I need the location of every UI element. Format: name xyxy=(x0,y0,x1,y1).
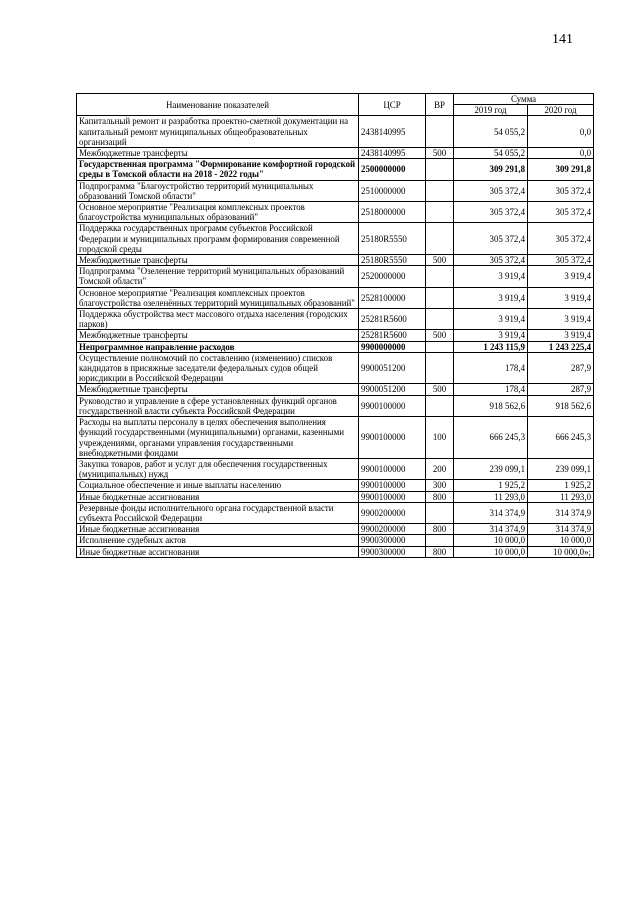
row-vr xyxy=(426,309,454,330)
row-vr xyxy=(426,502,454,523)
row-name: Поддержка государственных программ субъектов Российской Федерации и муниципальных программ формирования современной городской среды xyxy=(77,223,359,255)
row-sum-2019: 305 372,4 xyxy=(454,255,528,266)
table-row xyxy=(77,202,594,223)
row-vr xyxy=(426,180,454,201)
row-sum-2019: 314 374,9 xyxy=(454,502,528,523)
table-row xyxy=(77,491,594,502)
row-name: Закупка товаров, работ и услуг для обеспечения государственных (муниципальных) нужд xyxy=(77,458,359,479)
row-sum-2020: 305 372,4 xyxy=(528,202,594,223)
row-sum-2020: 666 245,3 xyxy=(528,417,594,459)
header-vr: ВР xyxy=(426,94,454,116)
row-vr xyxy=(426,535,454,546)
row-sum-2019: 309 291,8 xyxy=(454,159,528,180)
row-csr: 25281R5600 xyxy=(359,330,426,341)
table-row xyxy=(77,502,594,523)
row-vr: 800 xyxy=(426,491,454,502)
row-sum-2020: 3 919,4 xyxy=(528,309,594,330)
row-vr xyxy=(426,223,454,255)
row-vr: 200 xyxy=(426,458,454,479)
row-sum-2019: 10 000,0 xyxy=(454,546,528,557)
row-vr: 500 xyxy=(426,148,454,159)
row-name: Межбюджетные трансферты xyxy=(77,384,359,395)
row-csr: 2520000000 xyxy=(359,266,426,287)
row-sum-2019: 54 055,2 xyxy=(454,148,528,159)
row-sum-2020: 305 372,4 xyxy=(528,255,594,266)
row-vr xyxy=(426,352,454,384)
table-row xyxy=(77,159,594,180)
row-name: Межбюджетные трансферты xyxy=(77,255,359,266)
budget-table xyxy=(76,93,594,558)
row-sum-2019: 3 919,4 xyxy=(454,309,528,330)
table-row xyxy=(77,341,594,352)
row-vr: 500 xyxy=(426,384,454,395)
row-sum-2020: 314 374,9 xyxy=(528,502,594,523)
table-row xyxy=(77,287,594,308)
row-csr: 25180R5550 xyxy=(359,255,426,266)
row-sum-2019: 1 925,2 xyxy=(454,480,528,491)
row-sum-2019: 54 055,2 xyxy=(454,116,528,148)
row-sum-2019: 178,4 xyxy=(454,352,528,384)
row-name: Руководство и управление в сфере установленных функций органов государственной власти субъекта Российской Федерации xyxy=(77,395,359,416)
row-csr: 9900100000 xyxy=(359,458,426,479)
row-sum-2020: 287,9 xyxy=(528,352,594,384)
header-year-2020: 2020 год xyxy=(528,105,594,116)
row-sum-2019: 918 562,6 xyxy=(454,395,528,416)
table-row xyxy=(77,458,594,479)
row-sum-2019: 3 919,4 xyxy=(454,330,528,341)
row-csr: 2438140995 xyxy=(359,148,426,159)
row-sum-2020: 239 099,1 xyxy=(528,458,594,479)
row-csr: 9900300000 xyxy=(359,546,426,557)
table-header xyxy=(77,94,594,116)
table-row xyxy=(77,352,594,384)
row-sum-2019: 305 372,4 xyxy=(454,180,528,201)
header-name: Наименование показателей xyxy=(77,94,359,116)
row-csr: 25180R5550 xyxy=(359,223,426,255)
row-csr: 9900300000 xyxy=(359,535,426,546)
row-vr xyxy=(426,202,454,223)
row-vr xyxy=(426,341,454,352)
row-sum-2019: 10 000,0 xyxy=(454,535,528,546)
row-name: Подпрограмма "Озеленение территорий муниципальных образований Томской области" xyxy=(77,266,359,287)
row-sum-2020: 3 919,4 xyxy=(528,330,594,341)
table-row xyxy=(77,524,594,535)
row-sum-2020: 305 372,4 xyxy=(528,223,594,255)
row-name: Резервные фонды исполнительного органа государственной власти субъекта Российской Федерации xyxy=(77,502,359,523)
table-row xyxy=(77,546,594,557)
row-sum-2019: 1 243 115,9 xyxy=(454,341,528,352)
row-sum-2020: 3 919,4 xyxy=(528,266,594,287)
row-vr xyxy=(426,159,454,180)
table-row xyxy=(77,535,594,546)
row-csr: 2500000000 xyxy=(359,159,426,180)
row-vr: 800 xyxy=(426,546,454,557)
row-vr xyxy=(426,266,454,287)
row-sum-2020: 918 562,6 xyxy=(528,395,594,416)
header-sum: Сумма xyxy=(454,94,594,105)
row-sum-2020: 314 374,9 xyxy=(528,524,594,535)
row-sum-2020: 1 925,2 xyxy=(528,480,594,491)
row-sum-2020: 305 372,4 xyxy=(528,180,594,201)
row-sum-2020: 11 293,0 xyxy=(528,491,594,502)
row-csr: 25281R5600 xyxy=(359,309,426,330)
header-csr: ЦСР xyxy=(359,94,426,116)
table-row xyxy=(77,255,594,266)
row-name: Основное мероприятие "Реализация комплексных проектов благоустройства озеленённых территорий муниципальных образований" xyxy=(77,287,359,308)
row-sum-2020: 10 000,0 xyxy=(528,535,594,546)
row-vr: 300 xyxy=(426,480,454,491)
row-csr: 2510000000 xyxy=(359,180,426,201)
row-csr: 9900100000 xyxy=(359,491,426,502)
row-vr: 500 xyxy=(426,330,454,341)
row-vr: 100 xyxy=(426,417,454,459)
row-sum-2020: 1 243 225,4 xyxy=(528,341,594,352)
row-name: Капитальный ремонт и разработка проектно-сметной документации на капитальный ремонт муниципальных общеобразовательных организаций xyxy=(77,116,359,148)
row-sum-2019: 11 293,0 xyxy=(454,491,528,502)
row-name: Непрограммное направление расходов xyxy=(77,341,359,352)
row-sum-2020: 287,9 xyxy=(528,384,594,395)
row-vr: 500 xyxy=(426,255,454,266)
row-name: Иные бюджетные ассигнования xyxy=(77,546,359,557)
table-row xyxy=(77,116,594,148)
table-row xyxy=(77,266,594,287)
row-sum-2020: 10 000,0»; xyxy=(528,546,594,557)
row-name: Расходы на выплаты персоналу в целях обеспечения выполнения функций государственными (муниципальными) органами, казенными учреждениями, органами управления государственными внебюджетными фондами xyxy=(77,417,359,459)
table-row xyxy=(77,480,594,491)
row-sum-2020: 0,0 xyxy=(528,116,594,148)
table-row xyxy=(77,417,594,459)
row-sum-2020: 0,0 xyxy=(528,148,594,159)
row-sum-2019: 3 919,4 xyxy=(454,287,528,308)
row-csr: 2528100000 xyxy=(359,287,426,308)
row-name: Исполнение судебных актов xyxy=(77,535,359,546)
row-csr: 9900200000 xyxy=(359,502,426,523)
page-number: 141 xyxy=(552,32,573,47)
row-name: Основное мероприятие "Реализация комплексных проектов благоустройства муниципальных образований" xyxy=(77,202,359,223)
row-sum-2019: 305 372,4 xyxy=(454,202,528,223)
row-name: Социальное обеспечение и иные выплаты населению xyxy=(77,480,359,491)
row-sum-2020: 3 919,4 xyxy=(528,287,594,308)
row-sum-2019: 3 919,4 xyxy=(454,266,528,287)
row-csr: 9900100000 xyxy=(359,395,426,416)
table-row xyxy=(77,148,594,159)
row-csr: 9900100000 xyxy=(359,417,426,459)
row-sum-2019: 305 372,4 xyxy=(454,223,528,255)
row-name: Подпрограмма "Благоустройство территорий муниципальных образований Томской области" xyxy=(77,180,359,201)
table-row xyxy=(77,309,594,330)
table-row xyxy=(77,395,594,416)
row-vr xyxy=(426,395,454,416)
row-csr: 2518000000 xyxy=(359,202,426,223)
row-name: Иные бюджетные ассигнования xyxy=(77,491,359,502)
row-sum-2019: 178,4 xyxy=(454,384,528,395)
row-csr: 9900100000 xyxy=(359,480,426,491)
row-csr: 9900051200 xyxy=(359,384,426,395)
table-row xyxy=(77,330,594,341)
row-name: Иные бюджетные ассигнования xyxy=(77,524,359,535)
table-row xyxy=(77,223,594,255)
table-row xyxy=(77,180,594,201)
row-name: Осуществление полномочий по составлению (изменению) списков кандидатов в присяжные заседатели федеральных судов общей юрисдикции в Российской Федерации xyxy=(77,352,359,384)
row-name: Межбюджетные трансферты xyxy=(77,148,359,159)
row-sum-2019: 666 245,3 xyxy=(454,417,528,459)
row-sum-2019: 239 099,1 xyxy=(454,458,528,479)
table-row xyxy=(77,384,594,395)
row-csr: 2438140995 xyxy=(359,116,426,148)
row-name: Межбюджетные трансферты xyxy=(77,330,359,341)
row-vr: 800 xyxy=(426,524,454,535)
row-sum-2019: 314 374,9 xyxy=(454,524,528,535)
row-vr xyxy=(426,287,454,308)
table-body xyxy=(77,116,594,557)
row-sum-2020: 309 291,8 xyxy=(528,159,594,180)
header-year-2019: 2019 год xyxy=(454,105,528,116)
row-csr: 9900000000 xyxy=(359,341,426,352)
row-name: Поддержка обустройства мест массового отдыха населения (городских парков) xyxy=(77,309,359,330)
row-name: Государственная программа "Формирование комфортной городской среды в Томской области на 2018 - 2022 годы" xyxy=(77,159,359,180)
row-csr: 9900200000 xyxy=(359,524,426,535)
row-vr xyxy=(426,116,454,148)
row-csr: 9900051200 xyxy=(359,352,426,384)
